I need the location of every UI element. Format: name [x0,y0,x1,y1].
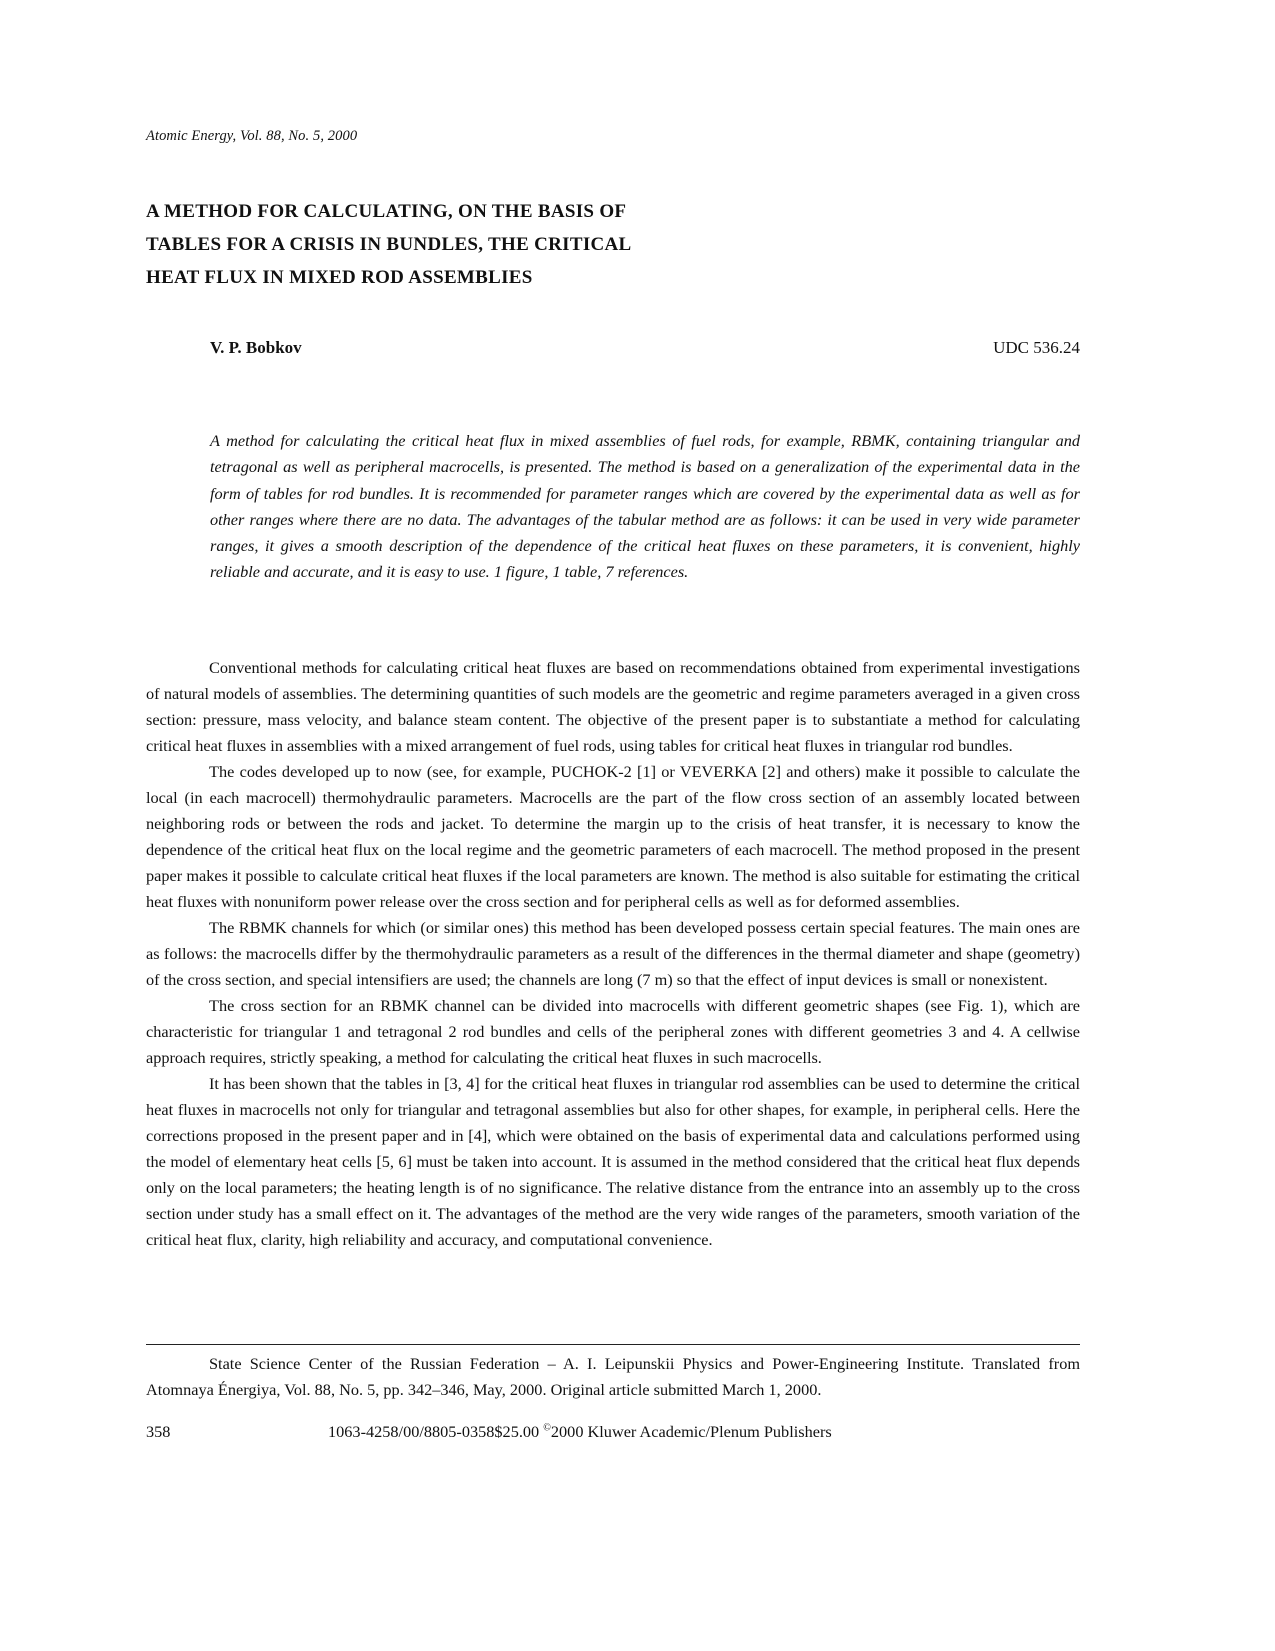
publisher: 2000 Kluwer Academic/Plenum Publishers [550,1422,832,1441]
title-line: A METHOD FOR CALCULATING, ON THE BASIS OF [146,201,627,222]
author-name: V. P. Bobkov [210,338,302,357]
title-line: HEAT FLUX IN MIXED ROD ASSEMBLIES [146,267,533,288]
footnote-divider [146,1344,1080,1345]
article-code: 1063-4258/00/8805-0358$25.00 [328,1422,540,1441]
paragraph: The codes developed up to now (see, for example, PUCHOK-2 [1] or VEVERKA [2] and others) make it possible to calculate the local (in each macrocell) thermohydraulic parameters. Macrocells are the part of the flow cross section of an assembly located between neighboring rods or between the rods and jacket. To determine the margin up to the crisis of heat transfer, it is necessary to know the dependence of the critical heat flux on the local regime and the geometric parameters of each macrocell. The method proposed in the present paper makes it possible to calculate critical heat fluxes if the local parameters are known. The method is also suitable for estimating the critical heat fluxes with nonuniform power release over the cross section and for peripheral cells as well as for deformed assemblies. [146,762,1080,911]
journal-header: Atomic Energy, Vol. 88, No. 5, 2000 [146,128,358,144]
title-line: TABLES FOR A CRISIS IN BUNDLES, THE CRITICAL [146,234,632,255]
body-text [146,655,1080,1253]
paragraph: The RBMK channels for which (or similar ones) this method has been developed possess certain special features. The main ones are as follows: the macrocells differ by the thermohydraulic parameters as a result of the differences in the thermal diameter and shape (geometry) of the cross section, and special intensifiers are used; the channels are long (7 m) so that the effect of input devices is small or nonexistent. [146,918,1080,989]
page-number: 358 [146,1422,171,1441]
copyright-line [328,1422,832,1442]
copyright-symbol: © [543,1422,551,1434]
udc-code: UDC 536.24 [993,338,1080,357]
paragraph: The cross section for an RBMK channel can be divided into macrocells with different geometric shapes (see Fig. 1), which are characteristic for triangular 1 and tetragonal 2 rod bundles and cells of the peripheral zones with different geometries 3 and 4. A cellwise approach requires, strictly speaking, a method for calculating the critical heat fluxes in such macrocells. [146,996,1080,1067]
paper-title [146,195,766,294]
paragraph: Conventional methods for calculating critical heat fluxes are based on recommendations obtained from experimental investigations of natural models of assemblies. The determining quantities of such models are the geometric and regime parameters averaged in a given cross section: pressure, mass velocity, and balance steam content. The objective of the present paper is to substantiate a method for calculating critical heat fluxes in assemblies with a mixed arrangement of fuel rods, using tables for critical heat fluxes in triangular rod bundles. [146,658,1080,755]
abstract: A method for calculating the critical heat flux in mixed assemblies of fuel rods, for example, RBMK, containing triangular and tetragonal as well as peripheral macrocells, is presented. The method is based on a generalization of the experimental data in the form of tables for rod bundles. It is recommended for parameter ranges which are covered by the experimental data as well as for other ranges where there are no data. The advantages of the tabular method are as follows: it can be used in very wide parameter ranges, it gives a smooth description of the dependence of the critical heat fluxes on these parameters, it is convenient, highly reliable and accurate, and it is easy to use. 1 figure, 1 table, 7 references. [210,431,1080,582]
footnote: State Science Center of the Russian Federation – A. I. Leipunskii Physics and Power-Engineering Institute. Translated from Atomnaya Énergiya, Vol. 88, No. 5, pp. 342–346, May, 2000. Original article submitted March 1, 2000. [146,1354,1080,1399]
paragraph: It has been shown that the tables in [3, 4] for the critical heat fluxes in triangular rod assemblies can be used to determine the critical heat fluxes in macrocells not only for triangular and tetragonal assemblies but also for other shapes, for example, in peripheral cells. Here the corrections proposed in the present paper and in [4], which were obtained on the basis of experimental data and calculations performed using the model of elementary heat cells [5, 6] must be taken into account. It is assumed in the method considered that the critical heat flux depends only on the local parameters; the heating length is of no significance. The relative distance from the entrance into an assembly up to the cross section under study has a small effect on it. The advantages of the method are the very wide ranges of the parameters, smooth variation of the critical heat flux, clarity, high reliability and accuracy, and computational convenience. [146,1074,1080,1249]
